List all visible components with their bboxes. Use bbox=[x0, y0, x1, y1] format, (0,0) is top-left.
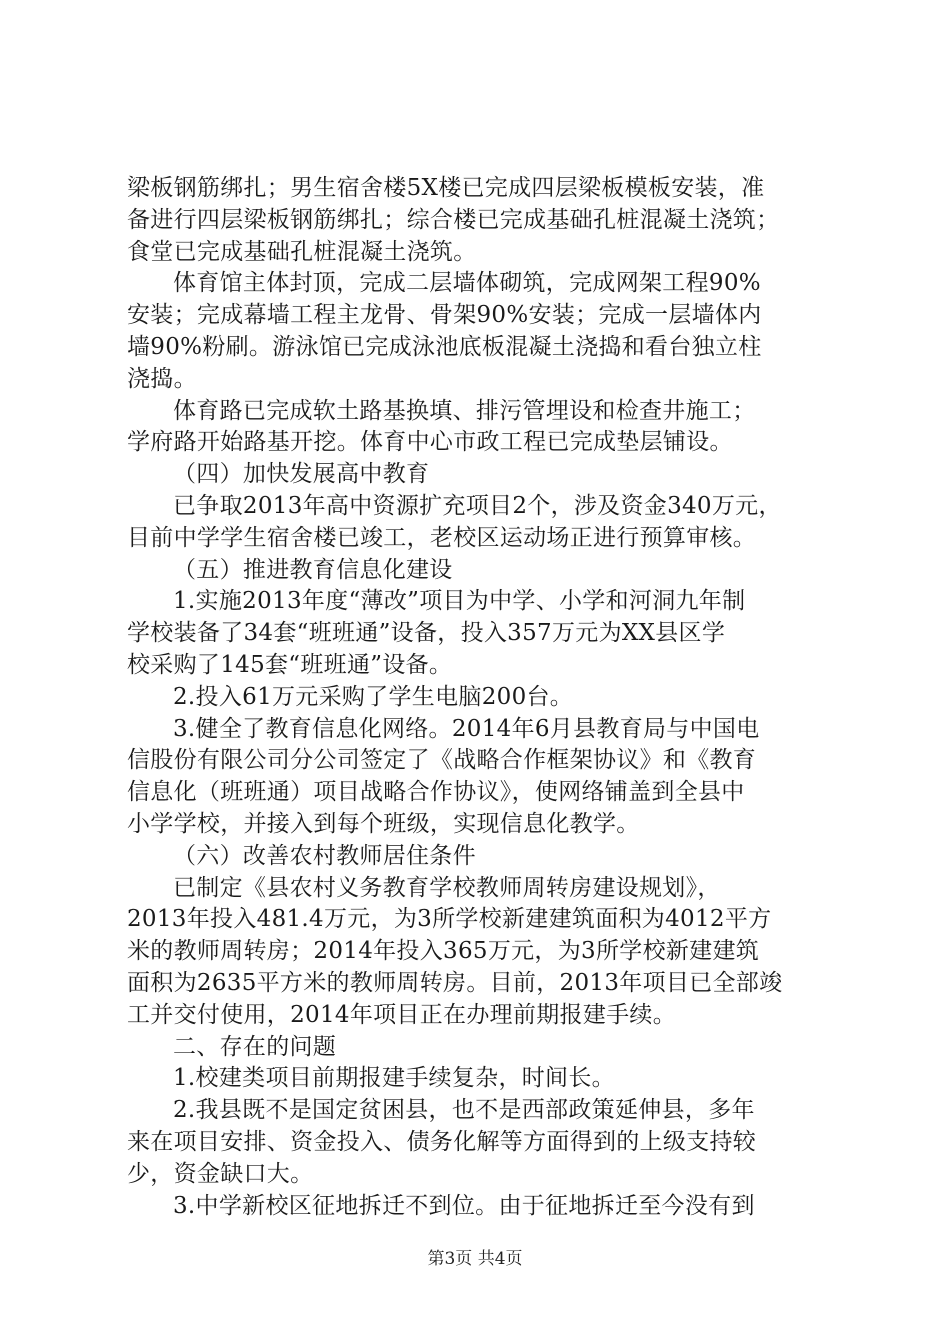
document-body bbox=[127, 173, 835, 1222]
paragraph-start-line: 体育路已完成软土路基换填、排污管埋设和检查井施工； bbox=[173, 397, 756, 424]
text-line: 备进行四层梁板钢筋绑扎；综合楼已完成基础孔桩混凝土浇筑； bbox=[127, 206, 780, 233]
text-line: 小学学校，并接入到每个班级，实现信息化教学。 bbox=[127, 810, 640, 837]
section-heading-4: （四）加快发展高中教育 bbox=[173, 461, 430, 488]
paragraph-start-line: 已制定《县农村义务教育学校教师周转房建设规划》， bbox=[173, 874, 721, 901]
text-line: 学校装备了34套“班班通”设备，投入357万元为XX县区学 bbox=[127, 620, 726, 647]
page-number-footer: 第3页 共4页 bbox=[427, 1249, 523, 1269]
section-heading-6: （六）改善农村教师居住条件 bbox=[173, 842, 476, 869]
problem-item-3: 3.中学新校区征地拆迁不到位。由于征地拆迁至今没有到 bbox=[173, 1192, 755, 1219]
section-heading-problems: 二、存在的问题 bbox=[173, 1033, 337, 1060]
text-line: 目前中学学生宿舍楼已竣工，老校区运动场正进行预算审核。 bbox=[127, 524, 757, 551]
problem-item-2: 2.我县既不是国定贫困县，也不是西部政策延伸县，多年 bbox=[173, 1097, 755, 1124]
text-line: 米的教师周转房；2014年投入365万元，为3所学校新建建筑 bbox=[127, 938, 760, 965]
text-line: 少，资金缺口大。 bbox=[127, 1160, 314, 1187]
list-item-1: 1.实施2013年度“薄改”项目为中学、小学和河洞九年制 bbox=[173, 588, 746, 615]
text-line: 来在项目安排、资金投入、债务化解等方面得到的上级支持较 bbox=[127, 1128, 757, 1155]
section-heading-5: （五）推进教育信息化建设 bbox=[173, 556, 453, 583]
text-line: 2013年投入481.4万元，为3所学校新建建筑面积为4012平方 bbox=[127, 906, 772, 933]
text-line: 信股份有限公司分公司签定了《战略合作框架协议》和《教育 bbox=[127, 747, 757, 774]
text-line: 安装；完成幕墙工程主龙骨、骨架90%安装；完成一层墙体内 bbox=[127, 302, 762, 329]
text-line: 面积为2635平方米的教师周转房。目前，2013年项目已全部竣 bbox=[127, 969, 783, 996]
text-line: 学府路开始路基开挖。体育中心市政工程已完成垫层铺设。 bbox=[127, 429, 733, 456]
list-item-2: 2.投入61万元采购了学生电脑200台。 bbox=[173, 683, 574, 710]
text-line: 信息化（班班通）项目战略合作协议》，使网络铺盖到全县中 bbox=[127, 779, 745, 806]
text-line: 浇捣。 bbox=[127, 365, 197, 392]
text-line: 校采购了145套“班班通”设备。 bbox=[127, 651, 453, 678]
list-item-3: 3.健全了教育信息化网络。2014年6月县教育局与中国电 bbox=[173, 715, 760, 742]
text-line: 墙90%粉刷。游泳馆已完成泳池底板混凝土浇捣和看台独立柱 bbox=[127, 333, 762, 360]
text-line: 食堂已完成基础孔桩混凝土浇筑。 bbox=[127, 238, 477, 265]
text-line: 工并交付使用，2014年项目正在办理前期报建手续。 bbox=[127, 1001, 677, 1028]
problem-item-1: 1.校建类项目前期报建手续复杂，时间长。 bbox=[173, 1065, 615, 1092]
text-line: 梁板钢筋绑扎；男生宿舍楼5X楼已完成四层梁板模板安装，准 bbox=[127, 175, 765, 201]
paragraph-start-line: 体育馆主体封顶，完成二层墙体砌筑，完成网架工程90% bbox=[173, 270, 761, 297]
paragraph-start-line: 已争取2013年高中资源扩充项目2个，涉及资金340万元， bbox=[173, 492, 782, 519]
